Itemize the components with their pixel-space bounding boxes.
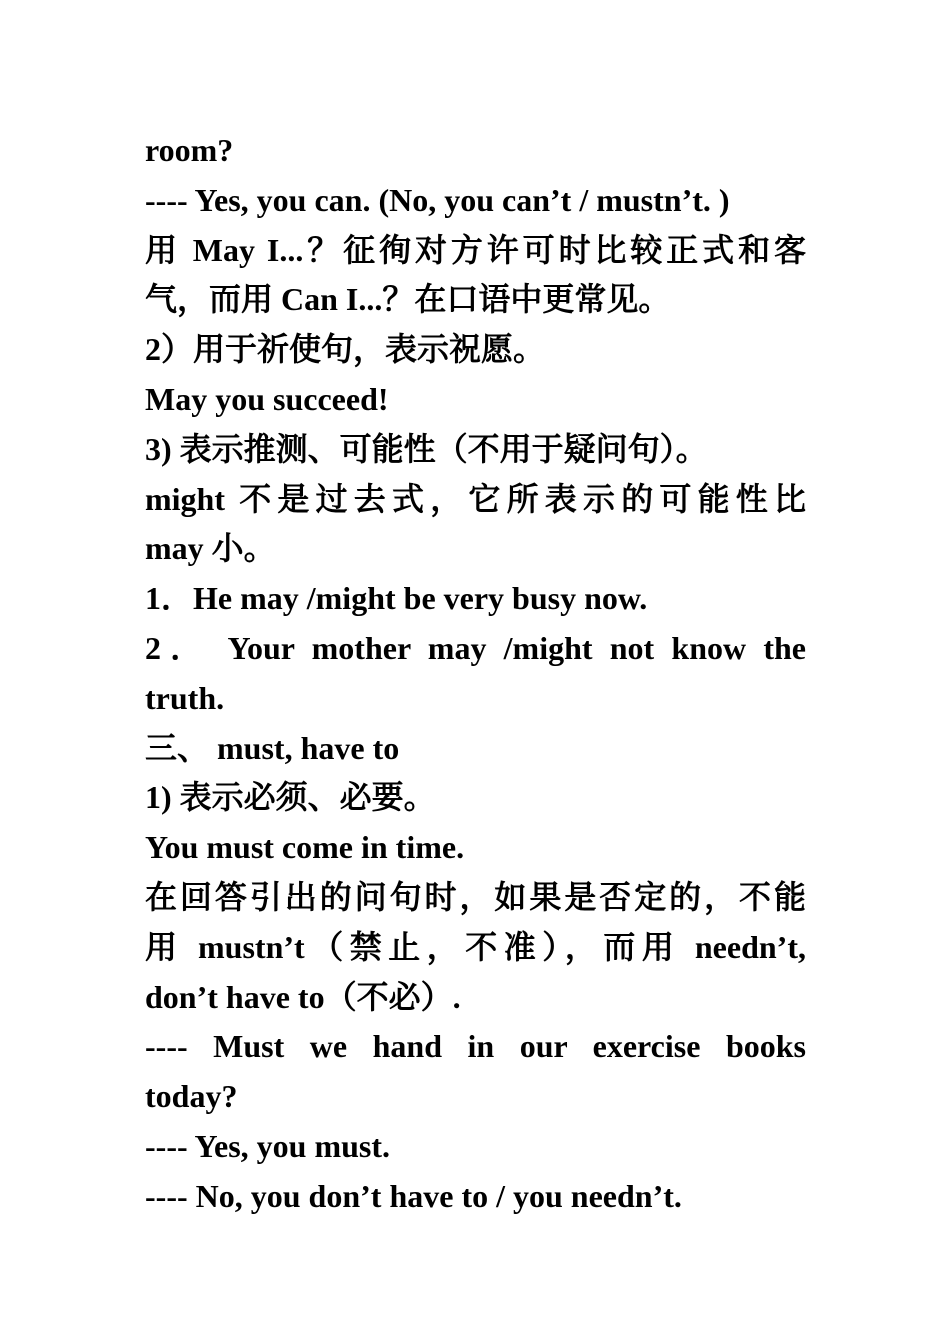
text-line: 用 May I...？征徇对方许可时比较正式和客 (145, 231, 806, 268)
text-line: 2． Your mother may /might not know the (145, 629, 806, 666)
text-line: 用 mustn’t（禁止，不准），而用 needn’t, (145, 928, 806, 965)
text-line: don’t have to（不必）. (145, 978, 461, 1015)
text-line: might 不是过去式，它所表示的可能性比 (145, 480, 806, 517)
text-line: truth. (145, 679, 225, 716)
text-line: 三、 must, have to (145, 729, 400, 766)
text-line: 1) 表示必须、必要。 (145, 779, 436, 816)
text-line: May you succeed! (145, 380, 389, 417)
text-line: today? (145, 1078, 238, 1115)
text-line: 在回答引出的问句时，如果是否定的，不能 (145, 878, 806, 915)
text-line: ---- No, you don’t have to / you needn’t. (145, 1177, 682, 1214)
text-line: 2）用于祈使句，表示祝愿。 (145, 331, 546, 368)
text-line: ---- Yes, you can. (No, you can’t / mustn’t. ) (145, 181, 730, 218)
document-body (145, 126, 806, 1222)
text-line: ---- Must we hand in our exercise books (145, 1028, 806, 1065)
text-line: 气，而用 Can I...？在口语中更常见。 (145, 281, 671, 318)
text-line: ---- Yes, you must. (145, 1127, 391, 1164)
text-line: You must come in time. (145, 829, 465, 866)
text-line: 3) 表示推测、可能性（不用于疑问句）。 (145, 430, 708, 467)
text-line: 1．He may /might be very busy now. (145, 580, 648, 617)
text-line: room? (145, 132, 234, 168)
text-line: may 小。 (145, 530, 276, 567)
